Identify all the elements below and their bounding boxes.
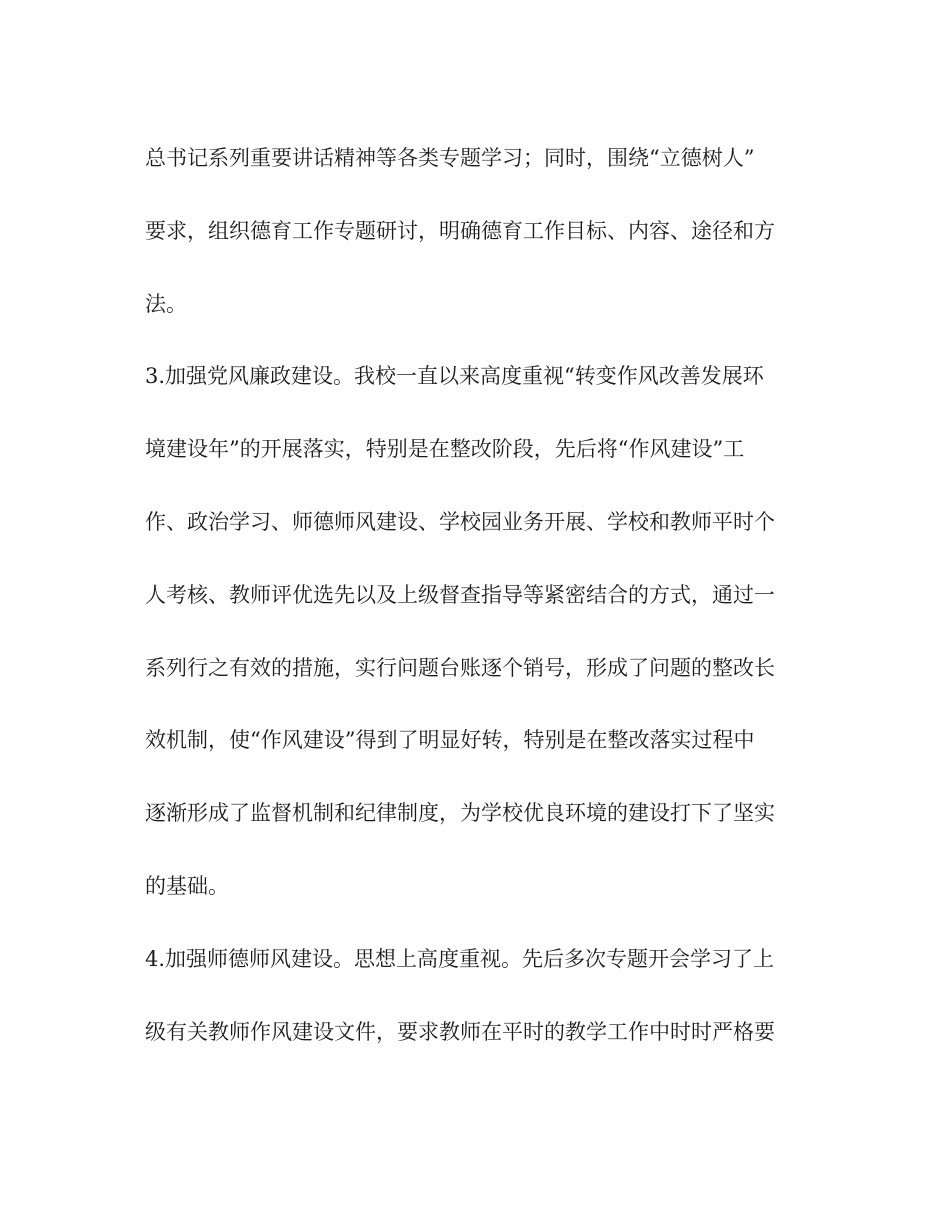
- text-line: 逐渐形成了监督机制和纪律制度，为学校优良环境的建设打下了坚实: [145, 801, 775, 826]
- text-line: 系列行之有效的措施，实行问题台账逐个销号，形成了问题的整改长: [145, 655, 775, 680]
- text-line: 的基础。: [145, 873, 229, 898]
- text-line: 要求，组织德育工作专题研讨，明确德育工作目标、内容、途径和方: [145, 218, 775, 243]
- text-line: 效机制，使“作风建设”得到了明显好转，特别是在整改落实过程中: [145, 728, 755, 753]
- text-line: 法。: [145, 291, 187, 316]
- text-line: 级有关教师作风建设文件，要求教师在平时的教学工作中时时严格要: [145, 1019, 775, 1044]
- text-line: 作、政治学习、师德师风建设、学校园业务开展、学校和教师平时个: [145, 509, 775, 534]
- text-line: 3.加强党风廉政建设。我校一直以来高度重视“转变作风改善发展环: [145, 364, 764, 389]
- text-line: 境建设年”的开展落实，特别是在整改阶段，先后将“作风建设”工: [145, 437, 745, 462]
- text-line: 4.加强师德师风建设。思想上高度重视。先后多次专题开会学习了上: [145, 946, 775, 971]
- text-line: 总书记系列重要讲话精神等各类专题学习；同时，围绕“立德树人”: [145, 146, 755, 170]
- text-line: 人考核、教师评优选先以及上级督查指导等紧密结合的方式，通过一: [145, 582, 775, 607]
- body-text: [145, 128, 810, 1074]
